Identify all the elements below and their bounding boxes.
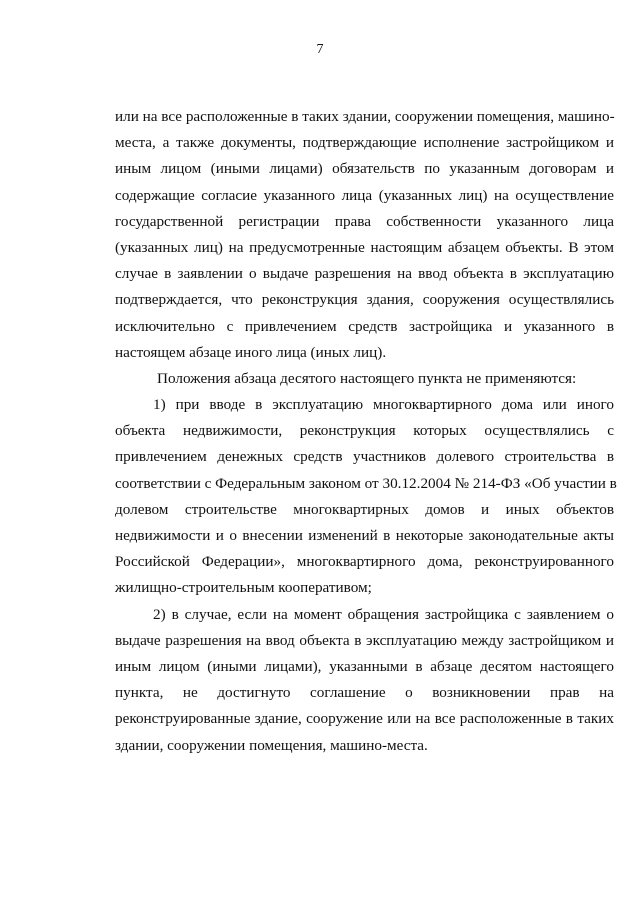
text-line: содержащие согласие указанного лица (указанных лиц) на осуществление — [115, 186, 614, 204]
text-line: случае в заявлении о выдаче разрешения на ввод объекта в эксплуатацию — [115, 265, 614, 283]
text-line: иным лицом (иными лицами), указанными в абзаце десятом настоящего — [115, 657, 614, 675]
list-item-1-first-line: 1) при вводе в эксплуатацию многоквартирного дома или иного — [153, 396, 614, 414]
text-line: долевом строительстве многоквартирных домов и иных объектов — [115, 500, 614, 518]
text-line: подтверждается, что реконструкция здания, сооружения осуществлялись — [115, 291, 614, 309]
paragraph-heading-line: Положения абзаца десятого настоящего пункта не применяются: — [157, 369, 577, 387]
text-line: или на все расположенные в таких здании, сооружении помещения, машино- — [115, 108, 615, 125]
text-line: исключительно с привлечением средств застройщика и указанного в — [115, 317, 614, 335]
list-item-2-first-line: 2) в случае, если на момент обращения застройщика с заявлением о — [153, 605, 614, 623]
text-line: Российской Федерации», многоквартирного дома, реконструированного — [115, 553, 614, 571]
text-line: иным лицом (иными лицами) обязательств по указанным договорам и — [115, 160, 614, 178]
text-line: жилищно-строительным кооперативом; — [115, 579, 372, 597]
document-body — [115, 104, 617, 759]
text-line: государственной регистрации права собственности указанного лица — [115, 212, 614, 230]
text-line: соответствии с Федеральным законом от 30.12.2004 № 214-ФЗ «Об участии в — [115, 474, 617, 492]
text-line: объекта недвижимости, реконструкция которых осуществлялись с — [115, 422, 614, 440]
text-line: пункта, не достигнуто соглашение о возникновении прав на — [115, 684, 614, 702]
text-line: привлечением денежных средств участников долевого строительства в — [115, 448, 614, 466]
text-line: реконструированные здание, сооружение или на все расположенные в таких — [115, 710, 614, 728]
text-line: (указанных лиц) на предусмотренные настоящим абзацем объекты. В этом — [115, 238, 614, 256]
page-number: 7 — [316, 42, 324, 57]
text-line: выдаче разрешения на ввод объекта в эксплуатацию между застройщиком и — [115, 631, 614, 649]
text-line: недвижимости и о внесении изменений в некоторые законодательные акты — [115, 527, 614, 544]
text-line: места, а также документы, подтверждающие исполнение застройщиком и — [115, 134, 614, 152]
text-line: здании, сооружении помещения, машино-места. — [115, 736, 428, 754]
text-line: настоящем абзаце иного лица (иных лиц). — [115, 343, 387, 361]
